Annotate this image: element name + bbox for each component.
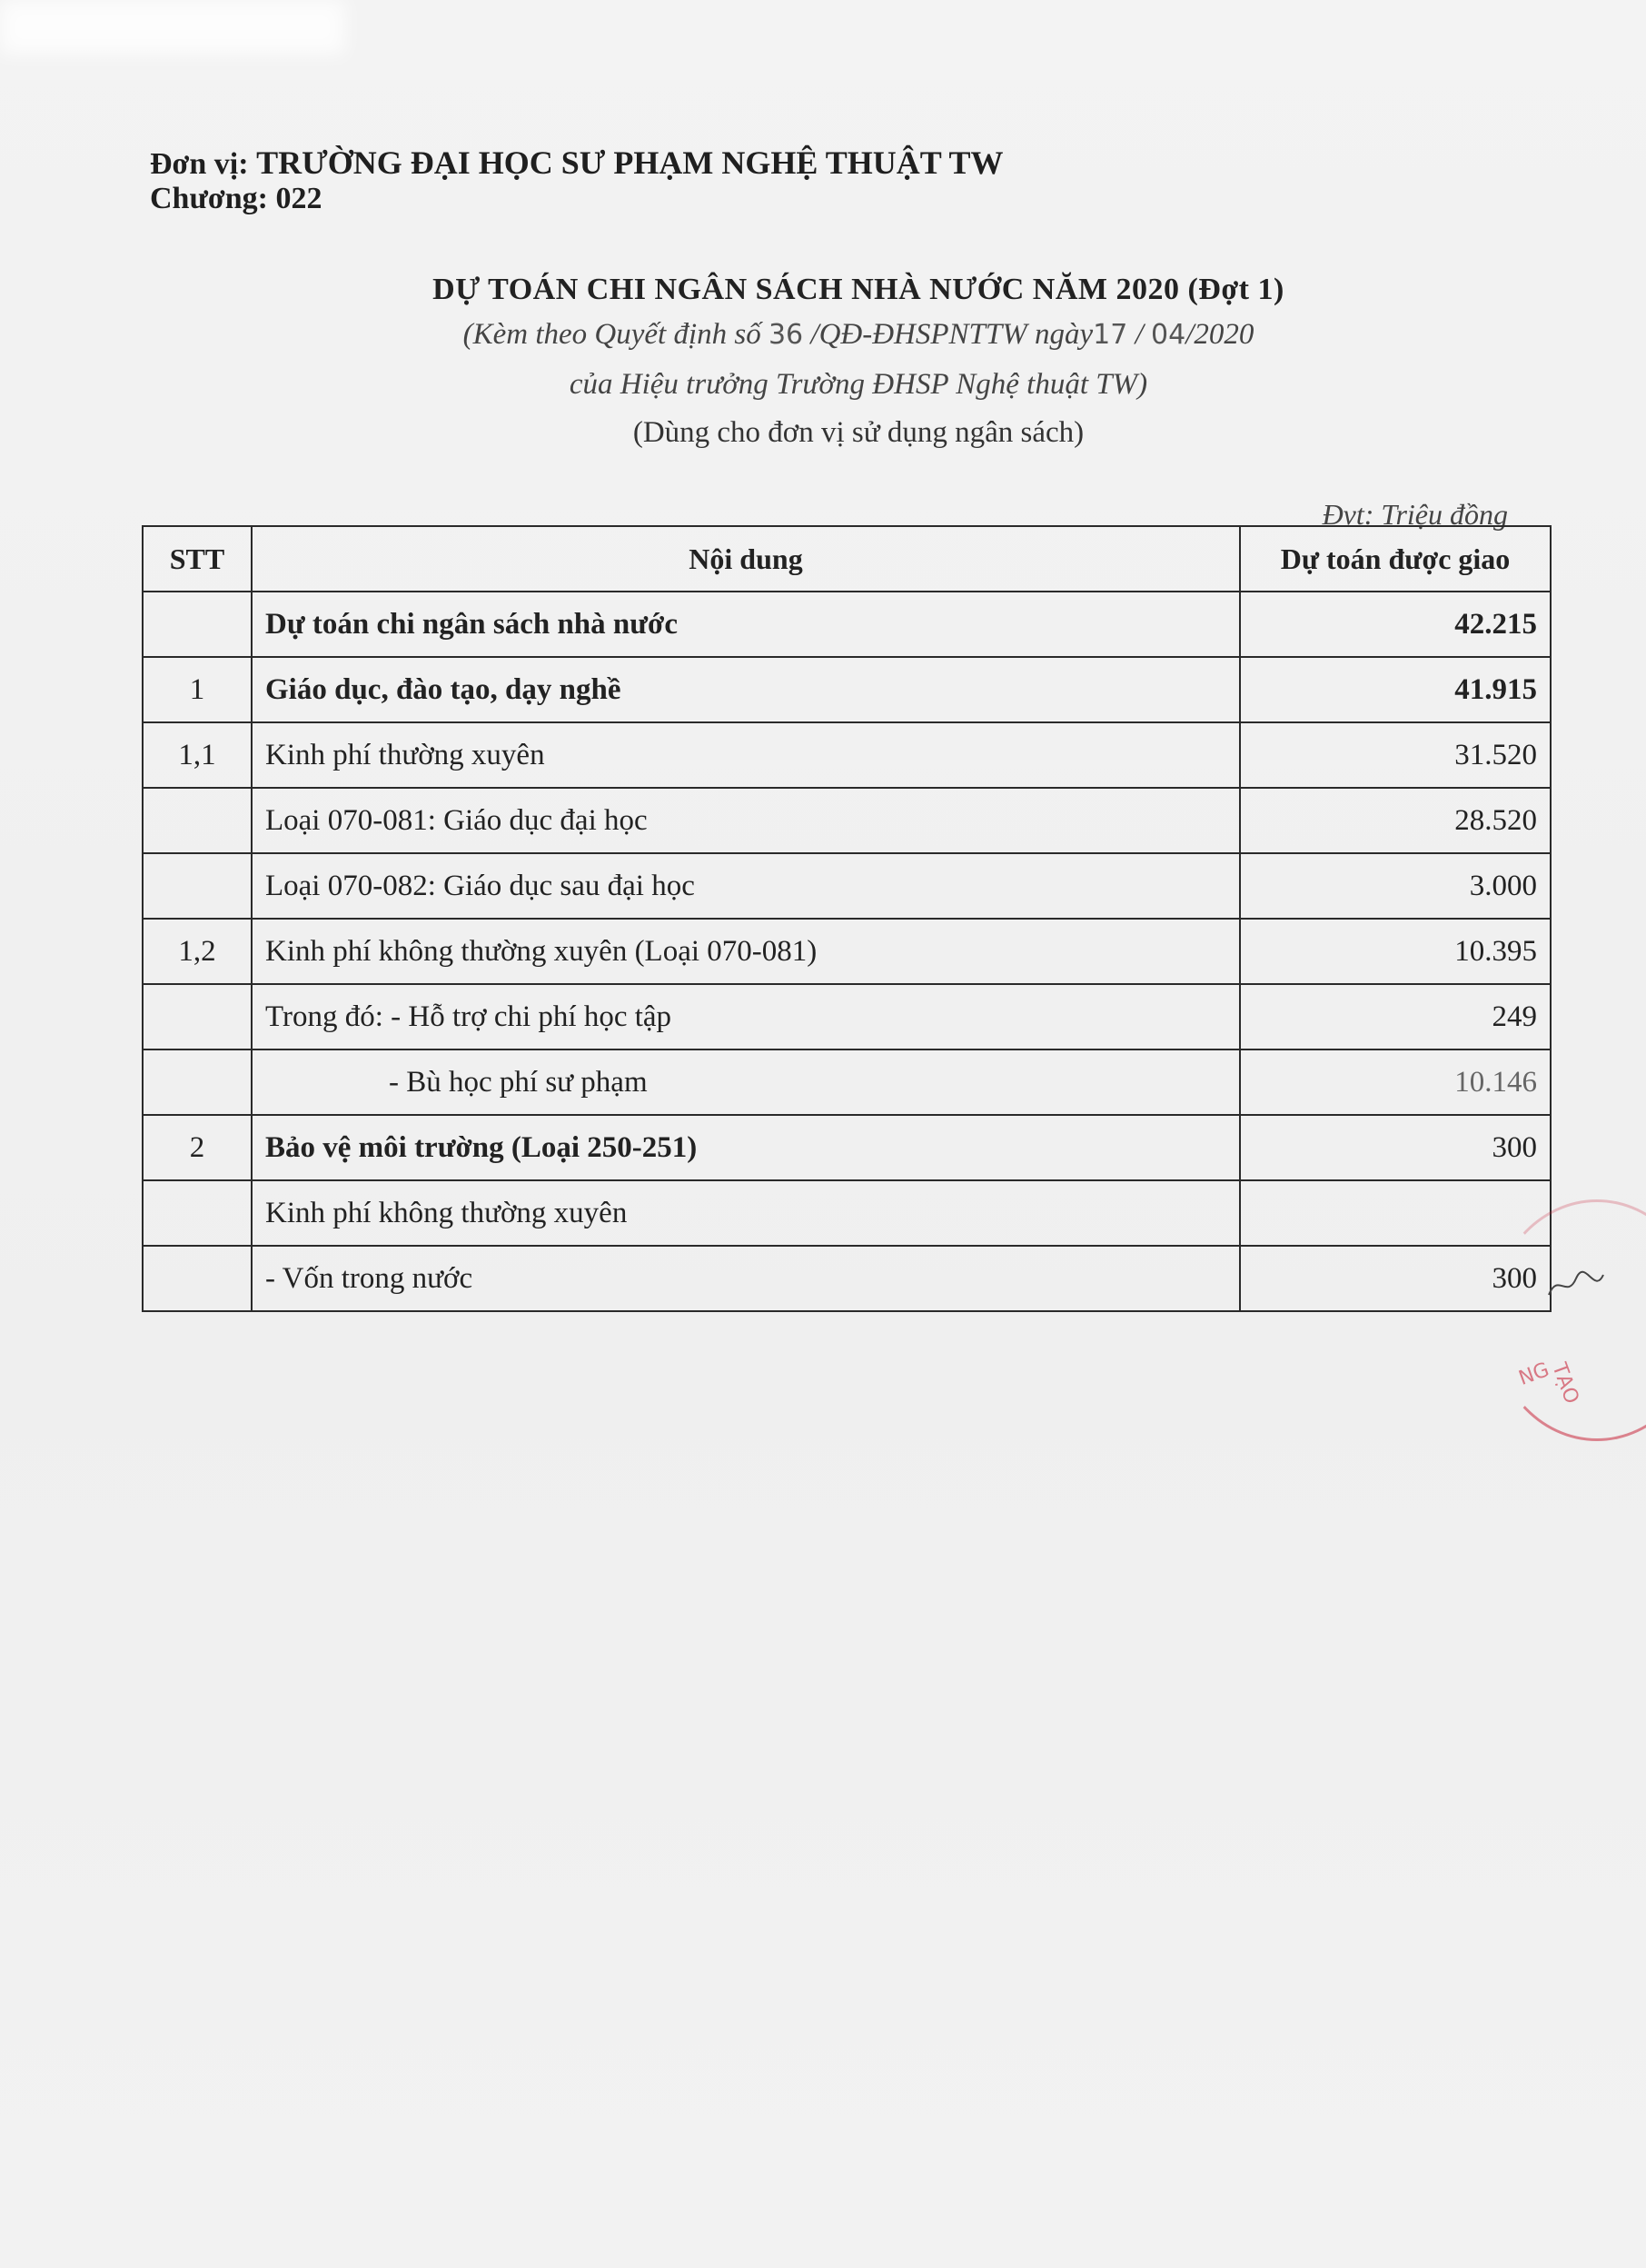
row-amount: 41.915 [1240, 657, 1551, 722]
stamp-text: NG [1515, 1358, 1552, 1390]
chapter-line [150, 182, 322, 216]
decision-prefix: (Kèm theo Quyết định số [462, 318, 761, 351]
unit-line [150, 144, 1003, 182]
row-content: Kinh phí không thường xuyên [252, 1180, 1240, 1246]
row-content: Dự toán chi ngân sách nhà nước [252, 592, 1240, 657]
row-stt: 2 [143, 1115, 252, 1180]
usage-note: (Dùng cho đơn vị sử dụng ngân sách) [632, 416, 1085, 449]
decision-month: 04 [1151, 319, 1186, 351]
row-amount: 300 [1240, 1115, 1551, 1180]
row-content: Giáo dục, đào tạo, dạy nghề [252, 657, 1240, 722]
chapter-value: 022 [275, 182, 322, 215]
table-row [143, 1180, 1551, 1246]
row-amount: 31.520 [1240, 722, 1551, 788]
row-stt [143, 1246, 252, 1311]
row-stt: 1 [143, 657, 252, 722]
table-row [143, 1115, 1551, 1180]
row-stt [143, 1049, 252, 1115]
table-row [143, 722, 1551, 788]
row-content: - Vốn trong nước [252, 1246, 1240, 1311]
budget-table [142, 525, 1552, 1312]
row-content: Loại 070-082: Giáo dục sau đại học [252, 853, 1240, 919]
row-content: Trong đó: - Hỗ trợ chi phí học tập [252, 984, 1240, 1049]
row-content: Loại 070-081: Giáo dục đại học [252, 788, 1240, 853]
photo-glare [0, 0, 345, 55]
row-stt: 1,1 [143, 722, 252, 788]
row-amount: 42.215 [1240, 592, 1551, 657]
header-amount: Dự toán được giao [1240, 526, 1551, 592]
row-stt [143, 788, 252, 853]
document-title: DỰ TOÁN CHI NGÂN SÁCH NHÀ NƯỚC NĂM 2020 (Đợt 1) [432, 273, 1284, 306]
unit-value: TRƯỜNG ĐẠI HỌC SƯ PHẠM NGHỆ THUẬT TW [256, 144, 1004, 181]
decision-issuer: của Hiệu trưởng Trường ĐHSP Nghệ thuật TW) [569, 368, 1148, 401]
row-stt [143, 1180, 252, 1246]
decision-mid: /QĐ-ĐHSPNTTW ngày [810, 318, 1094, 351]
table-header-row [143, 526, 1551, 592]
row-content: Kinh phí thường xuyên [252, 722, 1240, 788]
row-amount: 10.146 [1240, 1049, 1551, 1115]
row-content: Kinh phí không thường xuyên (Loại 070-081) [252, 919, 1240, 984]
table-row [143, 788, 1551, 853]
date-separator: / [1135, 318, 1144, 351]
header-stt: STT [143, 526, 252, 592]
row-content: - Bù học phí sư phạm [252, 1049, 1240, 1115]
decision-number: 36 [768, 319, 804, 351]
row-amount: 28.520 [1240, 788, 1551, 853]
table-row [143, 1246, 1551, 1311]
unit-label: Đơn vị: [150, 147, 249, 181]
stamp-text: TẠO [1547, 1359, 1583, 1408]
row-amount: 300 [1240, 1246, 1551, 1311]
table-row [143, 1049, 1551, 1115]
decision-day: 17 [1093, 319, 1128, 351]
unit-note: Đvt: Triệu đồng [1322, 498, 1508, 531]
row-stt: 1,2 [143, 919, 252, 984]
row-amount: 10.395 [1240, 919, 1551, 984]
row-stt [143, 853, 252, 919]
row-stt [143, 592, 252, 657]
table-row [143, 853, 1551, 919]
signature-mark [1544, 1268, 1608, 1304]
table-row [143, 919, 1551, 984]
row-amount [1240, 1180, 1551, 1246]
row-amount: 3.000 [1240, 853, 1551, 919]
row-stt [143, 984, 252, 1049]
chapter-label: Chương: [150, 182, 268, 215]
row-content: Bảo vệ môi trường (Loại 250-251) [252, 1115, 1240, 1180]
decision-year: /2020 [1185, 318, 1254, 351]
row-amount: 249 [1240, 984, 1551, 1049]
header-content: Nội dung [252, 526, 1240, 592]
table-row [143, 984, 1551, 1049]
decision-reference [400, 318, 1317, 352]
table-row [143, 592, 1551, 657]
table-row [143, 657, 1551, 722]
